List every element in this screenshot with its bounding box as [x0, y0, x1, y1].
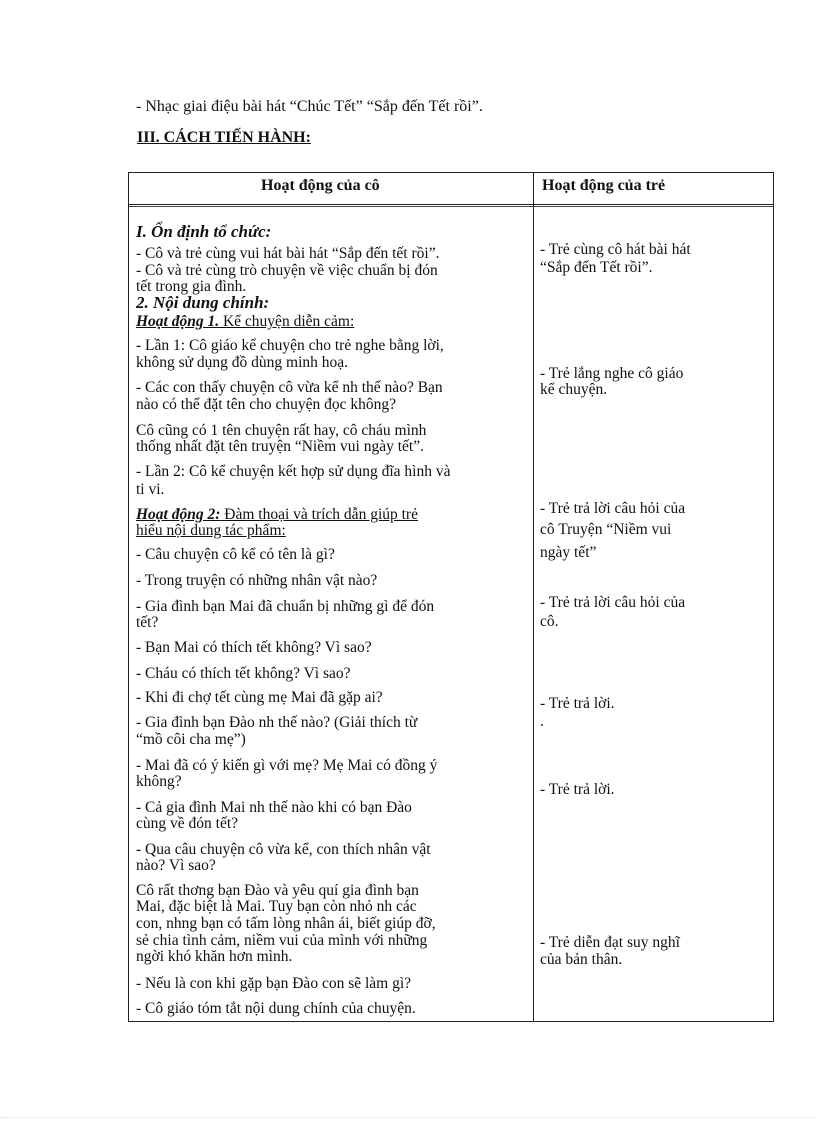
question-line: - Khi đi chợ tết cùng mẹ Mai đã gặp ai? [136, 689, 383, 706]
question-line: - Cô giáo tóm tắt nội dung chính của chuyện. [136, 1000, 416, 1017]
teacher-line: - Các con thấy chuyện cô vừa kể nh thế nào? Bạn [136, 379, 443, 396]
page-footer-rule [0, 1117, 816, 1118]
question-line: - Trong truyện có những nhân vật nào? [136, 572, 378, 589]
child-line: - Trẻ lắng nghe cô giáo [540, 365, 684, 382]
activity-2-label: Hoạt động 2: [136, 506, 221, 523]
activity-1-text: Kể chuyện diễn cảm: [219, 313, 355, 330]
question-line: - Gia đình bạn Mai đã chuẩn bị những gì để đón [136, 598, 435, 615]
header-divider [129, 204, 773, 205]
header-divider-double [129, 206, 773, 207]
activity-2-text-cont: hiểu nội dung tác phẩm: [136, 522, 286, 539]
section-heading: III. CÁCH TIẾN HÀNH: [137, 129, 311, 146]
teacher-line: - Cô và trẻ cùng trò chuyện về việc chuẩn bị đón [136, 262, 438, 279]
child-line: cô Truyện “Niềm vui [540, 521, 672, 538]
activity-table [128, 172, 774, 1022]
question-line: cùng về đón tết? [136, 815, 239, 832]
child-line: - Trẻ trả lời. [540, 695, 615, 712]
question-line: - Qua câu chuyện cô vừa kể, con thích nhân vật [136, 841, 431, 858]
question-line: tết? [136, 614, 159, 631]
question-line: - Nếu là con khi gặp bạn Đào con sẽ làm gì? [136, 975, 412, 992]
question-line: - Bạn Mai có thích tết không? Vì sao? [136, 639, 372, 656]
teacher-line: - Lần 2: Cô kể chuyện kết hợp sử dụng đĩa hình và [136, 463, 451, 480]
teacher-line: không sử dụng đồ dùng minh hoạ. [136, 354, 349, 371]
teacher-line: nào có thể đặt tên cho chuyện đọc không? [136, 396, 396, 413]
activity-2-text: Đàm thoại và trích dẫn giúp trẻ [220, 506, 418, 523]
question-line: - Cháu có thích tết không? Vì sao? [136, 665, 351, 682]
paragraph-line: sẻ chia tình cảm, niềm vui của mình với những [136, 932, 428, 949]
teacher-line: ti vi. [136, 481, 165, 498]
child-line: - Trẻ trả lời câu hỏi của [540, 594, 686, 611]
child-line: “Sắp đến Tết rồi”. [540, 259, 653, 276]
teacher-line: Cô cũng có 1 tên chuyện rất hay, cô cháu mình [136, 422, 427, 439]
paragraph-line: Mai, đặc biệt là Mai. Tuy bạn còn nhỏ nh các [136, 898, 417, 915]
activity-1-label: Hoạt động 1. [136, 313, 220, 330]
child-line: - Trẻ diễn đạt suy nghĩ [540, 934, 680, 951]
heading-main-content: 2. Nội dung chính: [136, 293, 270, 312]
paragraph-line: con, nhng bạn có tấm lòng nhân ái, biết giúp đỡ, [136, 915, 436, 932]
teacher-line: thống nhất đặt tên truyện “Niềm vui ngày tết”. [136, 438, 424, 455]
teacher-line: tết trong gia đình. [136, 278, 247, 295]
child-line: - Trẻ trả lời. [540, 781, 615, 798]
question-line: không? [136, 773, 182, 790]
paragraph-line: ngời khó khăn hơn mình. [136, 948, 293, 965]
header-teacher: Hoạt động của cô [261, 177, 380, 194]
teacher-line: - Cô và trẻ cùng vui hát bài hát “Sắp đến tết rồi”. [136, 245, 440, 262]
header-child: Hoạt động của trẻ [542, 177, 666, 194]
column-divider [533, 173, 534, 1021]
child-line: . [540, 713, 544, 730]
paragraph-line: Cô rất thơng bạn Đào và yêu quí gia đình bạn [136, 882, 419, 899]
intro-line: - Nhạc giai điệu bài hát “Chúc Tết” “Sắp đến Tết rồi”. [136, 98, 483, 115]
teacher-line: - Lần 1: Cô giáo kể chuyện cho trẻ nghe bằng lời, [136, 337, 444, 354]
activity-1-heading [136, 314, 528, 330]
question-line: nào? Vì sao? [136, 857, 216, 874]
child-line: - Trẻ trả lời câu hỏi của [540, 500, 686, 517]
child-line: ngày tết” [540, 544, 597, 561]
question-line: - Mai đã có ý kiến gì với mẹ? Mẹ Mai có đồng ý [136, 757, 438, 774]
child-line: của bản thân. [540, 951, 623, 968]
question-line: - Gia đình bạn Đào nh thế nào? (Giải thích từ [136, 714, 418, 731]
child-line: - Trẻ cùng cô hát bài hát [540, 241, 691, 258]
heading-organize: I. Ổn định tổ chức: [136, 222, 272, 241]
child-line: cô. [540, 613, 559, 630]
question-line: - Cả gia đình Mai nh thế nào khi có bạn Đào [136, 799, 412, 816]
activity-2-heading [136, 507, 528, 523]
child-line: kể chuyện. [540, 381, 608, 398]
question-line: “mồ côi cha mẹ”) [136, 731, 246, 748]
question-line: - Câu chuyện cô kể có tên là gì? [136, 546, 335, 563]
